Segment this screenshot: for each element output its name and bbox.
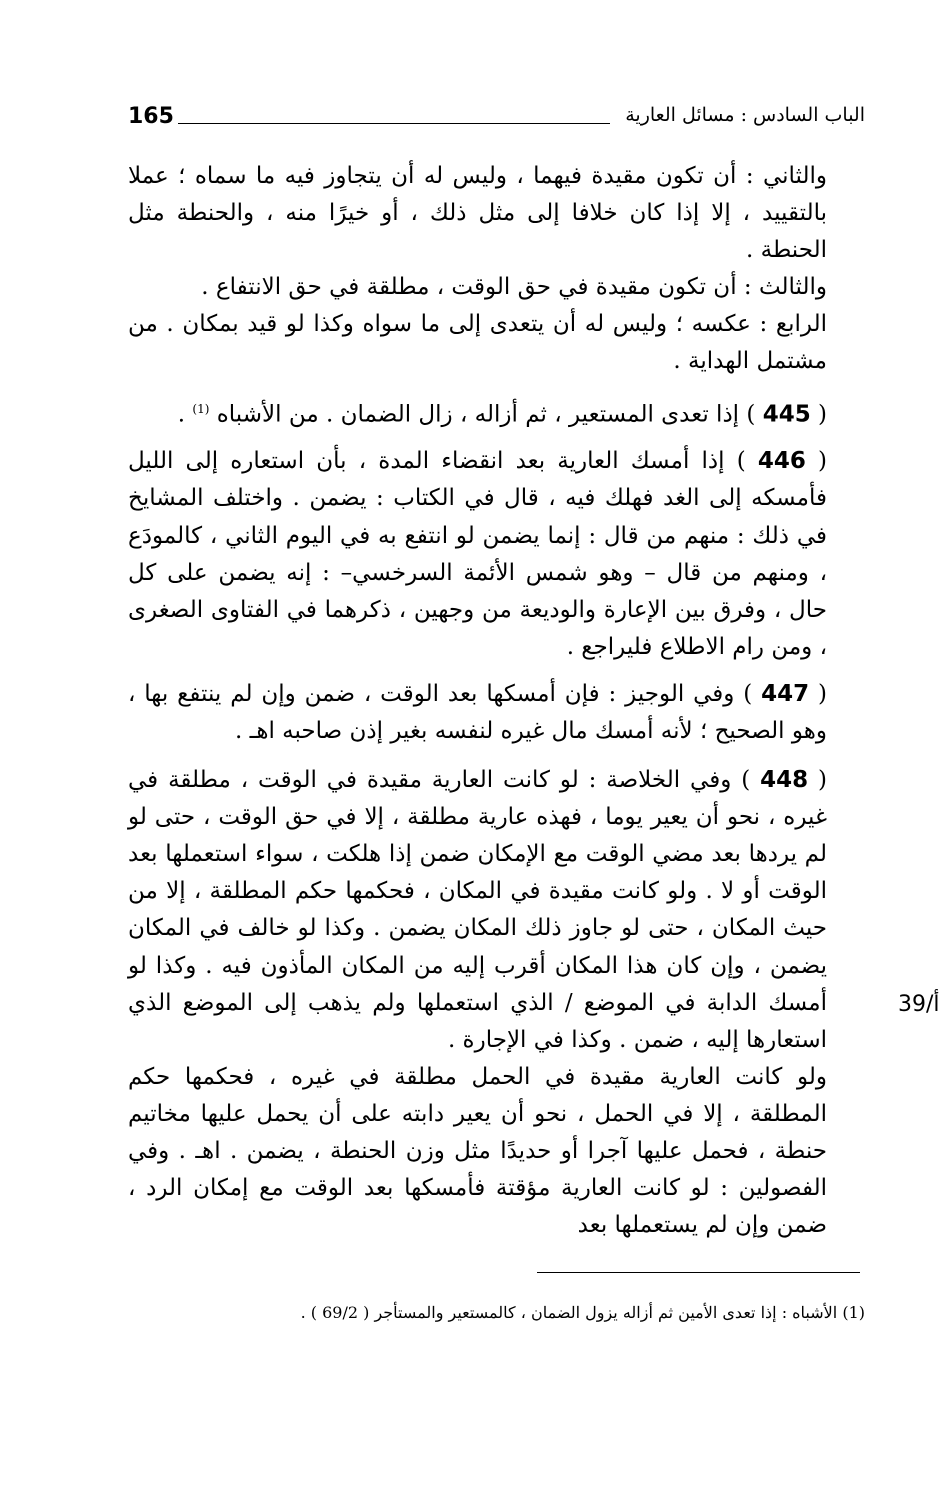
footnote-rule	[537, 1272, 860, 1273]
paragraph-446: ( 446 ) إذا أمسك العارية بعد انقضاء المدة ، بأن استعاره إلى الليل فأمسكه إلى الغد فهلك فيه ، قال في الكتاب : يضمن . واختلف المشايخ في ذلك : منهم من قال : إنما يضمن لو انتفع به في اليوم الثاني ، كالمودَع ، ومنهم من قال – وهو شمس الأئمة السرخسي– : إنه يضمن على كل حال ، وفرق بين الإعارة والوديعة من وجهين ، ذكرهما في الفتاوى الصغرى ، ومن رام الاطلاع فليراجع .	[128, 448, 827, 660]
paragraph-448: ( 448 ) وفي الخلاصة : لو كانت العارية مقيدة في الوقت ، مطلقة في غيره ، نحو أن يعير يوما ، فهذه عارية مطلقة ، إلا في حق الوقت ، حتى لو لم يردها بعد مضي الوقت مع الإمكان ضمن إذا هلكت ، سواء استعملها بعد الوقت أو لا . ولو كانت مقيدة في المكان ، فحكمها حكم المطلقة ، إلا من حيث المكان ، حتى لو جاوز ذلك المكان يضمن . وكذا لو خالف في المكان يضمن ، وإن كان هذا المكان أقرب إليه من المكان المأذون فيه . وكذا لو أمسك الدابة في الموضع / الذي استعملها ولم يذهب إلى الموضع الذي استعارها إليه ، ضمن . وكذا في الإجارة .	[128, 767, 827, 1053]
footnote: (1) الأشباه : إذا تعدى الأمين ثم أزاله يزول الضمان ، كالمستعير والمستأجر ( 69/2 ) .	[300, 1303, 865, 1322]
item-number: 445	[762, 401, 811, 428]
paragraph-text: وفي الخلاصة : لو كانت العارية مقيدة في الوقت ، مطلقة في غيره ، نحو أن يعير يوما ، فهذه عارية مطلقة ، إلا في حق الوقت ، حتى لو لم يردها بعد مضي الوقت مع الإمكان ضمن إذا هلكت ، سواء استعملها بعد الوقت أو لا . ولو كانت مقيدة في المكان ، فحكمها حكم المطلقة ، إلا من حيث المكان ، حتى لو جاوز ذلك المكان يضمن . وكذا لو خالف في المكان يضمن ، وإن كان هذا المكان أقرب إليه من المكان المأذون فيه . وكذا لو أمسك الدابة في الموضع / الذي استعملها ولم يذهب إلى الموضع الذي استعارها إليه ، ضمن . وكذا في الإجارة .	[128, 767, 827, 1053]
paragraph-447: ( 447 ) وفي الوجيز : فإن أمسكها بعد الوقت ، ضمن وإن لم ينتفع بها ، وهو الصحيح ؛ لأنه أمسك مال غيره لنفسه بغير إذن صاحبه اهـ .	[128, 680, 827, 744]
paragraph-second: والثاني : أن تكون مقيدة فيهما ، وليس له أن يتجاوز فيه ما سماه ؛ عملا بالتقييد ، إلا إذا كان خلافا إلى مثل ذلك ، أو خيرًا منه ، والحنطة مثل الحنطة .	[128, 163, 827, 264]
paragraph-text: إذا تعدى المستعير ، ثم أزاله ، زال الضمان . من الأشباه	[216, 401, 740, 428]
item-number: 447	[761, 680, 810, 707]
paragraph-text: وفي الوجيز : فإن أمسكها بعد الوقت ، ضمن وإن لم ينتفع بها ، وهو الصحيح ؛ لأنه أمسك مال غيره لنفسه بغير إذن صاحبه اهـ .	[128, 680, 827, 744]
header-rule	[178, 123, 610, 124]
paragraph-445: ( 445 ) إذا تعدى المستعير ، ثم أزاله ، زال الضمان . من الأشباه $^{(1)}$ .	[177, 401, 827, 428]
footnote-ref: (1)	[192, 401, 210, 416]
manuscript-folio-marker: 39/أ	[898, 992, 940, 1017]
page-header	[128, 100, 865, 140]
paragraph-text: إذا أمسك العارية بعد انقضاء المدة ، بأن استعاره إلى الليل فأمسكه إلى الغد فهلك فيه ، قال في الكتاب : يضمن . واختلف المشايخ في ذلك : منهم من قال : إنما يضمن لو انتفع به في اليوم الثاني ، كالمودَع ، ومنهم من قال – وهو شمس الأئمة السرخسي– : إنه يضمن على كل حال ، وفرق بين الإعارة والوديعة من وجهين ، ذكرهما في الفتاوى الصغرى ، ومن رام الاطلاع فليراجع .	[128, 448, 827, 660]
paragraph-last: ولو كانت العارية مقيدة في الحمل مطلقة في غيره ، فحكمها حكم المطلقة ، إلا في الحمل ، نحو أن يعير دابته على أن يحمل عليها مخاتيم حنطة ، فحمل عليها آجرا أو حديدًا مثل وزن الحنطة ، يضمن . اهـ . وفي الفصولين : لو كانت العارية مؤقتة فأمسكها بعد الوقت مع إمكان الرد ، ضمن وإن لم يستعملها بعد	[128, 1063, 827, 1239]
paragraph-third: والثالث : أن تكون مقيدة في حق الوقت ، مطلقة في حق الانتفاع .	[201, 274, 827, 301]
item-number: 448	[760, 767, 809, 794]
item-number: 446	[757, 448, 806, 475]
paragraph-fourth: الرابع : عكسه ؛ وليس له أن يتعدى إلى ما سواه وكذا لو قيد بمكان . من مشتمل الهداية .	[128, 311, 827, 375]
page-number: 165	[128, 104, 174, 129]
page-body	[128, 158, 865, 1244]
chapter-title: الباب السادس : مسائل العارية	[625, 104, 865, 126]
